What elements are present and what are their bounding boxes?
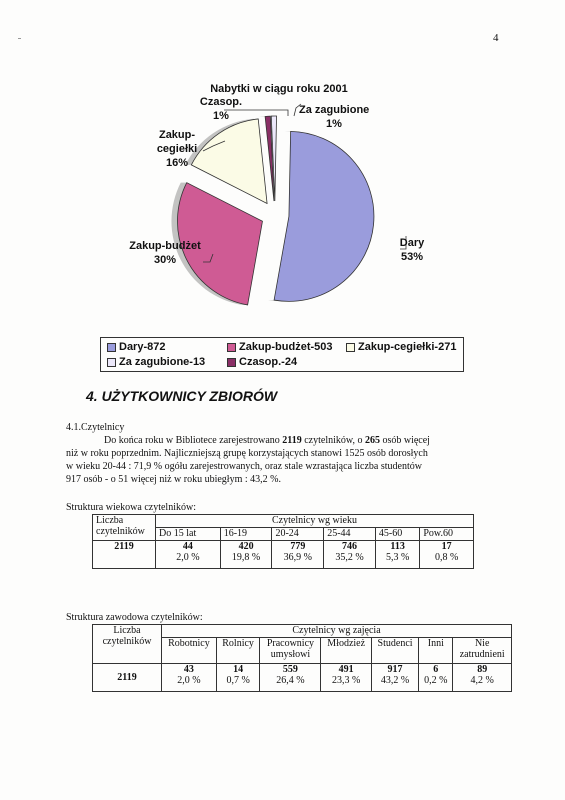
- value-cell: [419, 664, 453, 692]
- value-cell: [321, 664, 371, 692]
- percent: 43,2 %: [380, 675, 410, 686]
- column-header: Do 15 lat: [156, 528, 221, 541]
- count: 420: [238, 541, 254, 552]
- label-line: Dary: [399, 237, 425, 249]
- total-cell: 2119: [93, 541, 156, 569]
- chart-legend: [100, 337, 464, 372]
- column-header: 25-44: [324, 528, 376, 541]
- percent: 4,2 %: [470, 675, 494, 686]
- text-run: osób więcej: [379, 435, 430, 446]
- header-line: zatrudnieni: [459, 649, 505, 660]
- label-line: Zakup-budżet: [129, 240, 201, 252]
- count: 491: [338, 664, 354, 675]
- value-cell: [216, 664, 260, 692]
- count: 44: [182, 541, 193, 552]
- occ-table-caption: Struktura zawodowa czytelników:: [66, 612, 203, 623]
- percent: 5,3 %: [385, 552, 410, 563]
- count: 113: [390, 541, 405, 552]
- legend-swatch: [227, 343, 236, 352]
- occupation-table: [92, 624, 512, 692]
- column-header: Młodzież: [321, 638, 371, 664]
- header-line: Liczba: [113, 625, 141, 636]
- percent: 0,2 %: [424, 675, 448, 686]
- value-cell: [162, 664, 217, 692]
- chart-title: Nabytki w ciągu roku 2001: [210, 83, 348, 95]
- count: 559: [282, 664, 298, 675]
- count: 6: [433, 664, 439, 675]
- paragraph-line: niż w roku poprzednim. Najliczniejszą grupę korzystających stanowi 1525 osób dorosłych: [66, 448, 428, 459]
- value-cell: [220, 541, 272, 569]
- group-header: Czytelnicy wg wieku: [156, 515, 474, 528]
- legend-item: [227, 341, 333, 353]
- slice-label-czasop: [191, 95, 251, 123]
- paragraph-line: w wieku 20-44 : 71,9 % ogółu zarejestrowanych, oraz stale wzrastająca liczba studentów: [66, 461, 422, 472]
- column-header: Robotnicy: [162, 638, 217, 664]
- percent: 35,2 %: [335, 552, 364, 563]
- label-line: 53%: [400, 251, 424, 263]
- label-line: Czasop.: [199, 96, 243, 108]
- percent: 19,8 %: [231, 552, 261, 563]
- column-header: 16-19: [220, 528, 272, 541]
- pie-chart: [0, 0, 565, 330]
- percent: 23,3 %: [332, 675, 361, 686]
- value-cell: [375, 541, 419, 569]
- count-header: [93, 625, 162, 664]
- slice-label-budzet: [124, 239, 206, 267]
- paragraph-line: [104, 434, 430, 447]
- value-cell: [324, 541, 376, 569]
- column-header: 45-60: [375, 528, 419, 541]
- count: 89: [477, 664, 488, 675]
- total-cell: 2119: [93, 664, 162, 692]
- header-line: umysłowi: [270, 649, 311, 660]
- age-table-caption: Struktura wiekowa czytelników:: [66, 502, 196, 513]
- column-header: Inni: [419, 638, 453, 664]
- slice-label-zagubione: [299, 103, 369, 131]
- header-line: Pracownicy: [266, 638, 315, 649]
- legend-item: [227, 356, 297, 368]
- section-heading: 4. UŻYTKOWNICY ZBIORÓW: [86, 388, 278, 404]
- count: 14: [233, 664, 244, 675]
- header-line: Liczba: [96, 515, 124, 526]
- percent: 2,0 %: [177, 675, 201, 686]
- column-header: Rolnicy: [216, 638, 260, 664]
- legend-item: [107, 341, 165, 353]
- value-cell: [260, 664, 321, 692]
- column-header: 20-24: [272, 528, 324, 541]
- column-header: [260, 638, 321, 664]
- text-run: czytelników, o: [301, 435, 365, 446]
- legend-swatch: [107, 358, 116, 367]
- label-line: cegiełki: [156, 143, 198, 155]
- text-run: Do końca roku w Bibliotece zarejestrowano: [104, 435, 283, 446]
- subheading: 4.1.Czytelnicy: [66, 422, 125, 433]
- legend-item: [346, 341, 456, 353]
- page-number: 4: [493, 32, 499, 44]
- column-header: Studenci: [371, 638, 418, 664]
- paragraph-line: 917 osób - o 51 więcej niż w roku ubiegłym : 43,2 %.: [66, 474, 281, 485]
- label-line: 1%: [326, 118, 342, 130]
- percent: 0,7 %: [226, 675, 250, 686]
- reader-count: 2119: [282, 435, 302, 446]
- label-line: 1%: [213, 110, 229, 122]
- percent: 36,9 %: [283, 552, 312, 563]
- header-line: czytelników: [102, 636, 152, 647]
- age-table: [92, 514, 474, 569]
- legend-text: Zakup-cegiełki-271: [358, 341, 457, 353]
- value-cell: [420, 541, 474, 569]
- label-line: Za zagubione: [299, 104, 370, 116]
- legend-text: Czasop.-24: [239, 356, 298, 368]
- legend-swatch: [346, 343, 355, 352]
- increase-count: 265: [364, 435, 380, 446]
- percent: 0,8 %: [434, 552, 459, 563]
- column-header: Pow.60: [420, 528, 474, 541]
- column-header: [453, 638, 512, 664]
- legend-swatch: [227, 358, 236, 367]
- count: 917: [387, 664, 403, 675]
- label-line: 16%: [165, 157, 189, 169]
- legend-swatch: [107, 343, 116, 352]
- legend-item: [107, 356, 205, 368]
- legend-text: Za zagubione-13: [119, 356, 206, 368]
- value-cell: [371, 664, 418, 692]
- group-header: Czytelnicy wg zajęcia: [162, 625, 512, 638]
- slice-label-dary: [394, 236, 430, 264]
- percent: 2,0 %: [176, 552, 200, 563]
- label-line: Zakup-: [158, 129, 196, 141]
- count: 779: [290, 541, 306, 552]
- count-header: [93, 515, 156, 541]
- count: 43: [183, 664, 194, 675]
- label-line: 30%: [153, 254, 177, 266]
- count: 746: [342, 541, 358, 552]
- pie-slice: [274, 131, 374, 301]
- value-cell: [453, 664, 512, 692]
- legend-text: Dary-872: [119, 341, 166, 353]
- header-line: Nie: [474, 638, 490, 649]
- percent: 26,4 %: [276, 675, 305, 686]
- count: 17: [441, 541, 452, 552]
- value-cell: [272, 541, 324, 569]
- header-line: czytelników: [96, 526, 145, 537]
- value-cell: [156, 541, 221, 569]
- slice-label-cegielki: [147, 128, 207, 170]
- legend-text: Zakup-budżet-503: [239, 341, 333, 353]
